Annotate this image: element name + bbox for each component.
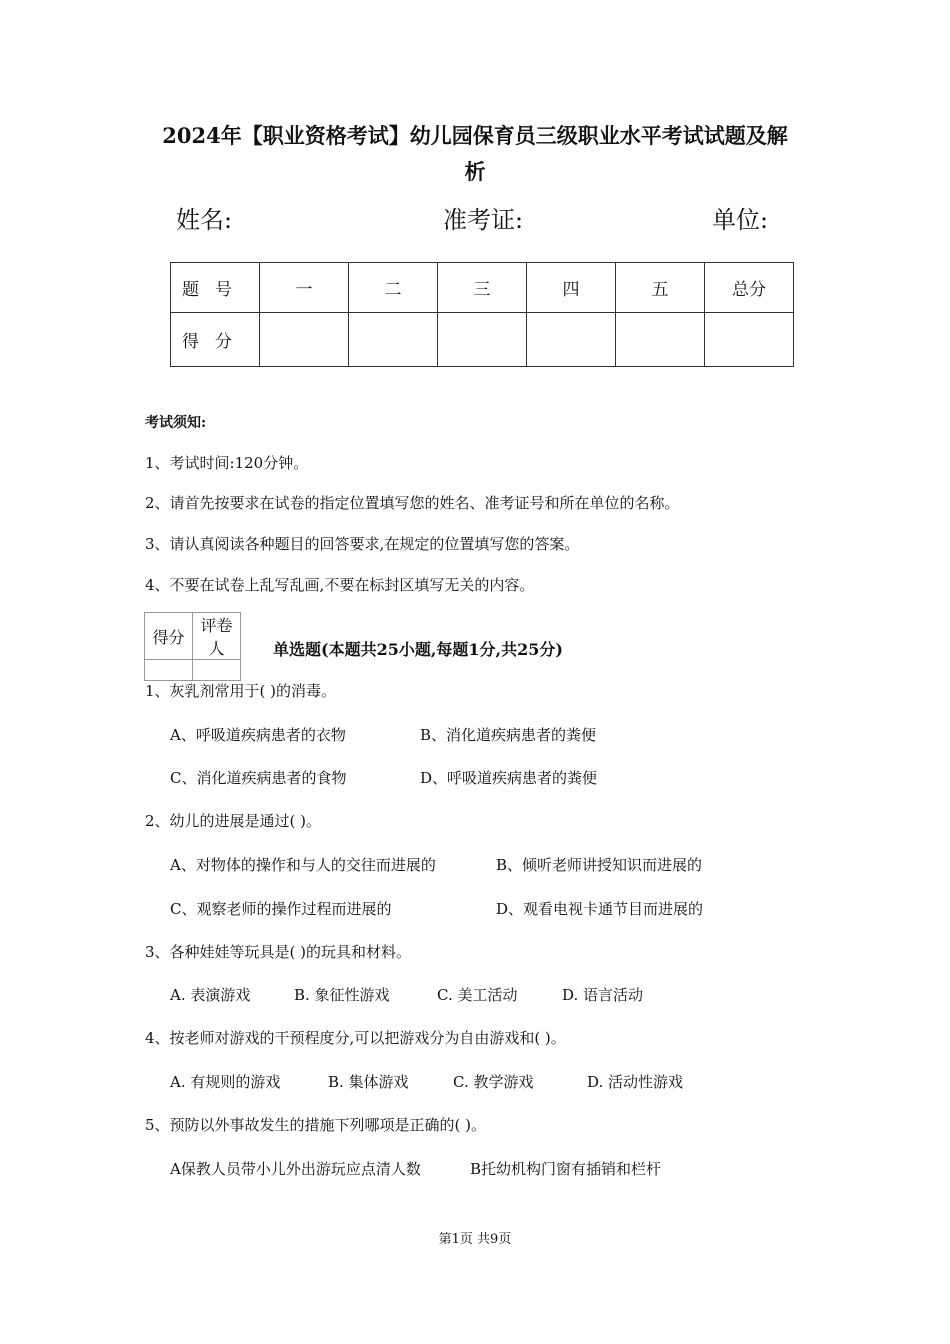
question-stem: 4、按老师对游戏的干预程度分,可以把游戏分为自由游戏和( )。 xyxy=(145,1029,566,1047)
question-stem: 3、各种娃娃等玩具是( )的玩具和材料。 xyxy=(145,943,412,961)
question-option: B. 集体游戏 xyxy=(328,1073,409,1091)
page-footer: 第1页 共9页 xyxy=(438,1232,512,1247)
question-option: A、呼吸道疾病患者的衣物 xyxy=(170,726,346,744)
question-option: A保教人员带小儿外出游玩应点清人数 xyxy=(170,1160,421,1178)
question-option: B、倾听老师讲授知识而进展的 xyxy=(496,856,703,874)
name-field-label: 姓名: xyxy=(176,206,233,234)
question-option: B、消化道疾病患者的粪便 xyxy=(420,726,597,744)
grader-table-score-label: 得分 xyxy=(145,613,193,660)
unit-field-label: 单位: xyxy=(712,206,769,234)
grader-table-grader-label: 评卷人 xyxy=(193,613,241,660)
grader-table xyxy=(144,612,241,681)
question-option: D. 语言活动 xyxy=(562,986,644,1004)
exam-number-field-label: 准考证: xyxy=(443,206,524,234)
note-item: 3、请认真阅读各种题目的回答要求,在规定的位置填写您的答案。 xyxy=(145,535,580,553)
question-option: C、消化道疾病患者的食物 xyxy=(170,769,347,787)
note-item: 2、请首先按要求在试卷的指定位置填写您的姓名、准考证号和所在单位的名称。 xyxy=(145,494,680,512)
question-option: D、呼吸道疾病患者的粪便 xyxy=(420,769,598,787)
question-option: A. 表演游戏 xyxy=(170,986,251,1004)
grader-table-empty-row xyxy=(145,660,241,681)
score-cell[interactable] xyxy=(527,313,616,367)
question-option: D. 活动性游戏 xyxy=(587,1073,684,1091)
title-line-1: 2024年【职业资格考试】幼儿园保育员三级职业水平考试试题及解 xyxy=(162,123,788,148)
score-table-header-cell: 二 xyxy=(349,263,438,313)
score-cell[interactable] xyxy=(705,313,794,367)
score-cell[interactable] xyxy=(260,313,349,367)
question-option: B托幼机构门窗有插销和栏杆 xyxy=(470,1160,662,1178)
notes-heading: 考试须知: xyxy=(145,415,207,431)
score-cell[interactable] xyxy=(349,313,438,367)
score-table xyxy=(170,262,794,367)
score-table-header-cell: 三 xyxy=(438,263,527,313)
question-option: A. 有规则的游戏 xyxy=(170,1073,281,1091)
score-table-header-cell: 五 xyxy=(616,263,705,313)
score-cell[interactable] xyxy=(616,313,705,367)
score-table-score-row xyxy=(171,313,794,367)
score-table-header-cell: 题号 xyxy=(171,263,260,313)
section-heading: 单选题(本题共25小题,每题1分,共25分) xyxy=(273,640,563,659)
question-option: B. 象征性游戏 xyxy=(294,986,390,1004)
grader-score-cell[interactable] xyxy=(145,660,193,681)
question-option: C. 教学游戏 xyxy=(453,1073,534,1091)
grader-name-cell[interactable] xyxy=(193,660,241,681)
question-option: D、观看电视卡通节目而进展的 xyxy=(496,900,704,918)
score-cell[interactable] xyxy=(438,313,527,367)
question-option: A、对物体的操作和与人的交往而进展的 xyxy=(170,856,436,874)
score-table-header-cell: 总分 xyxy=(705,263,794,313)
question-stem: 1、灰乳剂常用于( )的消毒。 xyxy=(145,682,337,700)
score-row-label: 得分 xyxy=(171,313,260,367)
question-stem: 5、预防以外事故发生的措施下列哪项是正确的( )。 xyxy=(145,1116,487,1134)
question-option: C. 美工活动 xyxy=(437,986,518,1004)
question-stem: 2、幼儿的进展是通过( )。 xyxy=(145,812,322,830)
note-item: 4、不要在试卷上乱写乱画,不要在标封区填写无关的内容。 xyxy=(145,576,535,594)
note-item: 1、考试时间:120分钟。 xyxy=(145,454,309,472)
question-option: C、观察老师的操作过程而进展的 xyxy=(170,900,392,918)
score-table-header-row xyxy=(171,263,794,313)
document-title xyxy=(120,118,830,190)
grader-table-header-row xyxy=(145,613,241,660)
score-table-header-cell: 一 xyxy=(260,263,349,313)
score-table-header-cell: 四 xyxy=(527,263,616,313)
title-line-2: 析 xyxy=(464,159,486,184)
